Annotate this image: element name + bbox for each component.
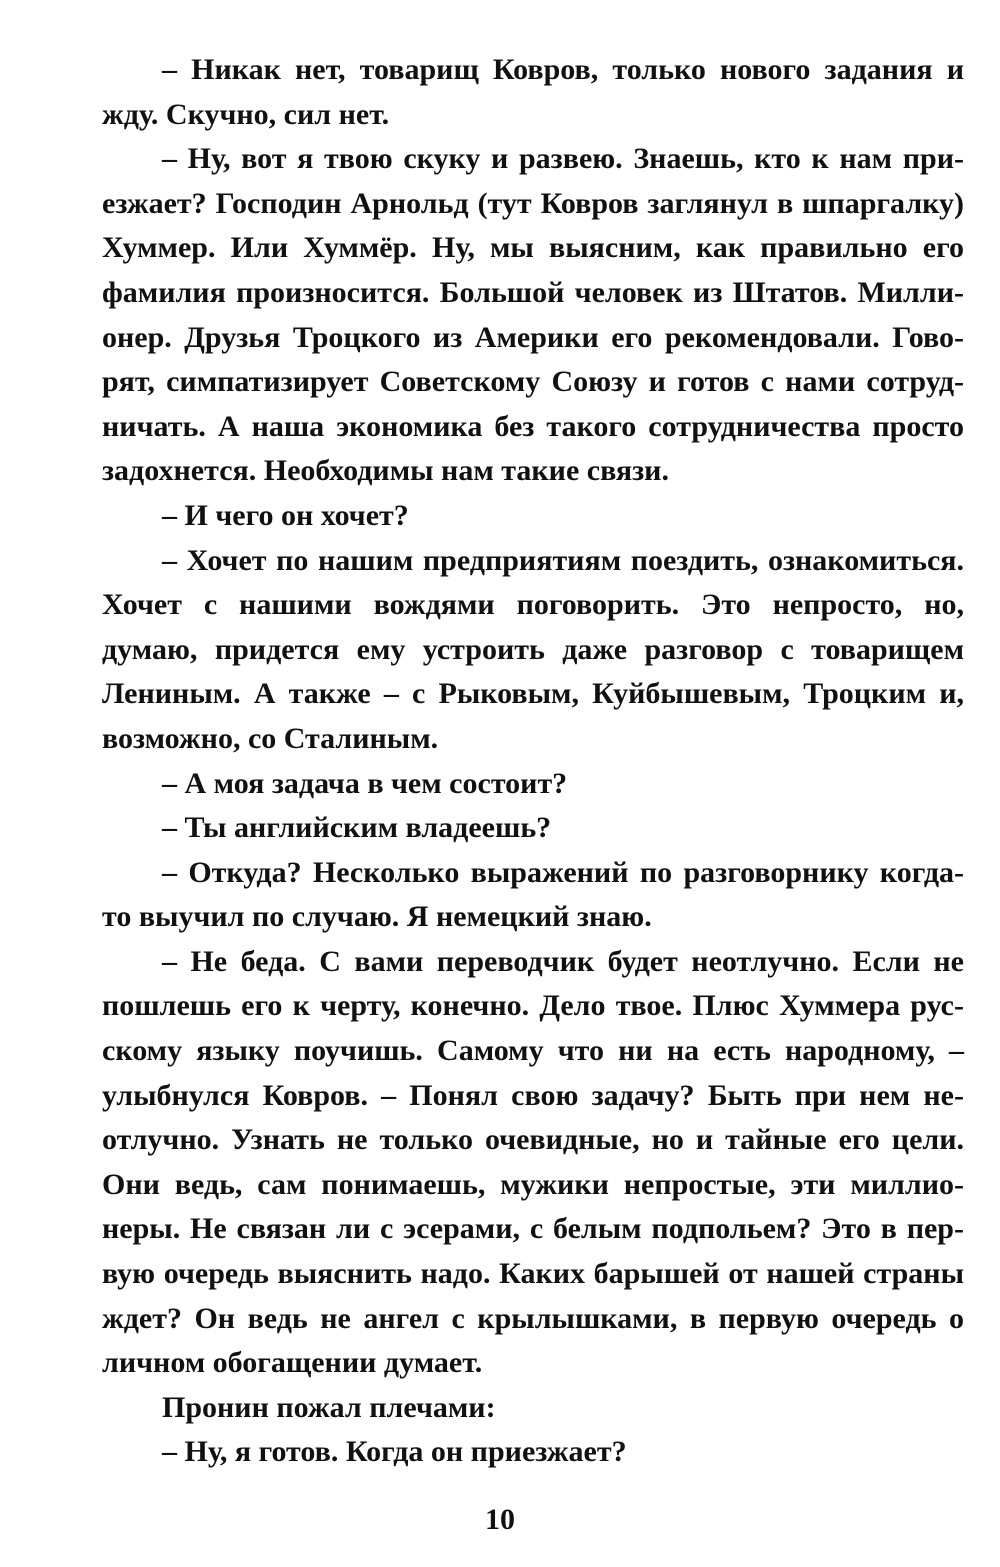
paragraph-3: – И чего он хочет? <box>162 498 409 532</box>
paragraph-5: – А моя задача в чем состоит? <box>162 766 568 800</box>
paragraph-6: – Ты английским владеешь? <box>162 811 552 845</box>
paragraph-7: – Откуда? Несколько выражений по разговорнику когда-то выучил по случаю. Я немецкий знаю. <box>102 855 964 934</box>
paragraph-10: – Ну, я готов. Когда он приезжает? <box>162 1435 627 1469</box>
paragraph-4: – Хочет по нашим предприятиям поездить, ознакомиться. Хочет с нашими вождями поговорить. Это непросто, но, думаю, придется ему устроить даже разговор с товарищем Лениным. А также – с Рыковым, Куйбышевым, Троцким и, возможно, со Сталиным. <box>102 543 964 755</box>
paragraph-8: – Не беда. С вами переводчик будет неотлучно. Если не пошлешь его к черту, конечно. Дело твое. Плюс Хуммера русскому языку поучишь. Самому что ни на есть народному, – улыбнулся Ковров. – Понял свою задачу? Быть при нем неотлучно. Узнать не только очевидные, но и тайные его цели. Они ведь, сам понимаешь, мужики непростые, эти миллионеры. Не связан ли с эсерами, с белым подпольем? Это в первую очередь выяснить надо. Каких барышей от нашей страны ждет? Он ведь не ангел с крылышками, в первую очередь о личном обогащении думает. <box>102 944 964 1380</box>
paragraph-1: – Никак нет, товарищ Ковров, только нового задания и жду. Скучно, сил нет. <box>102 53 964 131</box>
page-text <box>102 48 964 1475</box>
paragraph-9: Пронин пожал плечами: <box>162 1390 496 1424</box>
paragraph-2: – Ну, вот я твою скуку и развею. Знаешь, кто к нам приезжает? Господин Арнольд (тут Ковров заглянул в шпаргалку) Хуммер. Или Хуммёр. Ну, мы выясним, как правильно его фамилия произносится. Большой человек из Штатов. Миллионер. Друзья Троцкого из Америки его рекомендовали. Говорят, симпатизирует Советскому Союзу и готов с нами сотрудничать. А наша экономика без такого сотрудничества просто задохнется. Необходимы нам такие связи. <box>102 142 964 488</box>
page-number: 10 <box>485 1503 515 1536</box>
